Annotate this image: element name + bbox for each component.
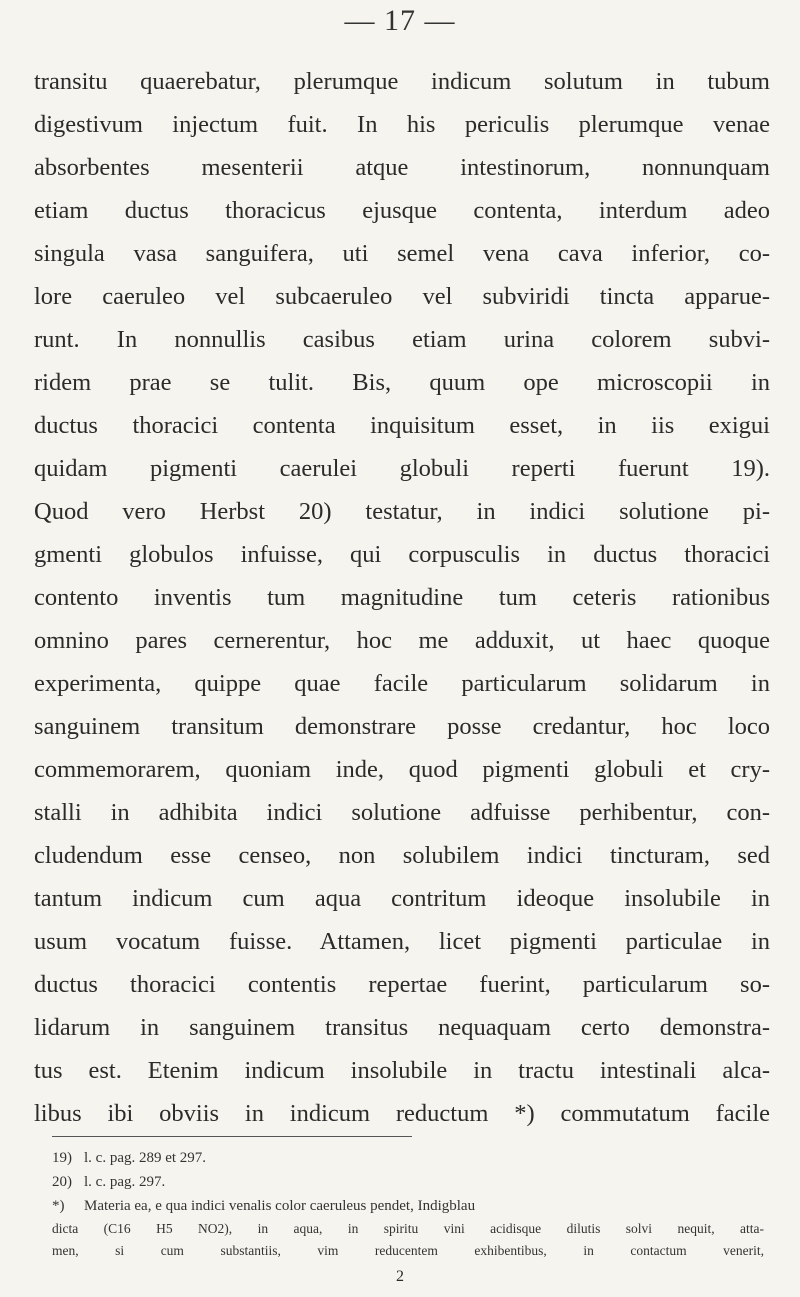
text-line: tantum indicum cum aqua contritum ideoque insolubile in — [34, 885, 770, 912]
text-line: lore caeruleo vel subcaeruleo vel subviridi tincta apparue- — [34, 283, 770, 310]
footnote-text: Materia ea, e qua indici venalis color caeruleus pendet, Indigblau — [84, 1198, 476, 1214]
text-line: experimenta, quippe quae facile particularum solidarum in — [34, 670, 770, 697]
signature-mark: 2 — [396, 1268, 404, 1285]
text-line: usum vocatum fuisse. Attamen, licet pigmenti particulae in — [34, 928, 770, 955]
footnote-mark: 20) — [52, 1174, 72, 1190]
footnote-text: l. c. pag. 289 et 297. — [84, 1150, 207, 1166]
text-line: commemorarem, quoniam inde, quod pigmenti globuli et cry- — [34, 756, 770, 783]
footnote-text: l. c. pag. 297. — [84, 1174, 166, 1190]
footnote — [52, 1146, 764, 1170]
text-line: cludendum esse censeo, non solubilem indici tincturam, sed — [34, 842, 770, 869]
footnote-continuation-line: dicta (C16 H5 NO2), in aqua, in spiritu vini acidisque dilutis solvi nequit, atta- — [52, 1221, 764, 1236]
text-line: etiam ductus thoracicus ejusque contenta, interdum adeo — [34, 197, 770, 224]
text-line: omnino pares cernerentur, hoc me adduxit, ut haec quoque — [34, 627, 770, 654]
page-number-header: — 17 — — [344, 4, 456, 37]
text-line: quidam pigmenti caerulei globuli reperti fuerunt 19). — [34, 455, 770, 482]
footnote — [52, 1194, 764, 1218]
text-line: Quod vero Herbst 20) testatur, in indici solutione pi- — [34, 498, 770, 525]
text-line: transitu quaerebatur, plerumque indicum solutum in tubum — [34, 68, 770, 95]
footnote-continuation-line: men, si cum substantiis, vim reducentem exhibentibus, in contactum venerit, — [52, 1243, 764, 1258]
text-line: tus est. Etenim indicum insolubile in tractu intestinali alca- — [34, 1057, 770, 1084]
footnote-divider — [52, 1136, 412, 1137]
text-line: ductus thoracici contenta inquisitum esset, in iis exigui — [34, 412, 770, 439]
text-line: ridem prae se tulit. Bis, quum ope microscopii in — [34, 369, 770, 396]
footnotes — [52, 1146, 764, 1262]
text-line: absorbentes mesenterii atque intestinorum, nonnunquam — [34, 154, 770, 181]
footnote-mark: *) — [52, 1198, 65, 1214]
text-line: sanguinem transitum demonstrare posse credantur, hoc loco — [34, 713, 770, 740]
text-line: lidarum in sanguinem transitus nequaquam certo demonstra- — [34, 1014, 770, 1041]
text-line: singula vasa sanguifera, uti semel vena cava inferior, co- — [34, 240, 770, 267]
text-line: digestivum injectum fuit. In his periculis plerumque venae — [34, 111, 770, 138]
text-line: contento inventis tum magnitudine tum ceteris rationibus — [34, 584, 770, 611]
text-line: runt. In nonnullis casibus etiam urina colorem subvi- — [34, 326, 770, 353]
footnote — [52, 1170, 764, 1194]
text-line: stalli in adhibita indici solutione adfuisse perhibentur, con- — [34, 799, 770, 826]
main-text — [34, 60, 770, 1135]
footnote-mark: 19) — [52, 1150, 72, 1166]
text-line: gmenti globulos infuisse, qui corpusculis in ductus thoracici — [34, 541, 770, 568]
text-line: ductus thoracici contentis repertae fuerint, particularum so- — [34, 971, 770, 998]
text-line: libus ibi obviis in indicum reductum *) commutatum facile — [34, 1100, 770, 1127]
